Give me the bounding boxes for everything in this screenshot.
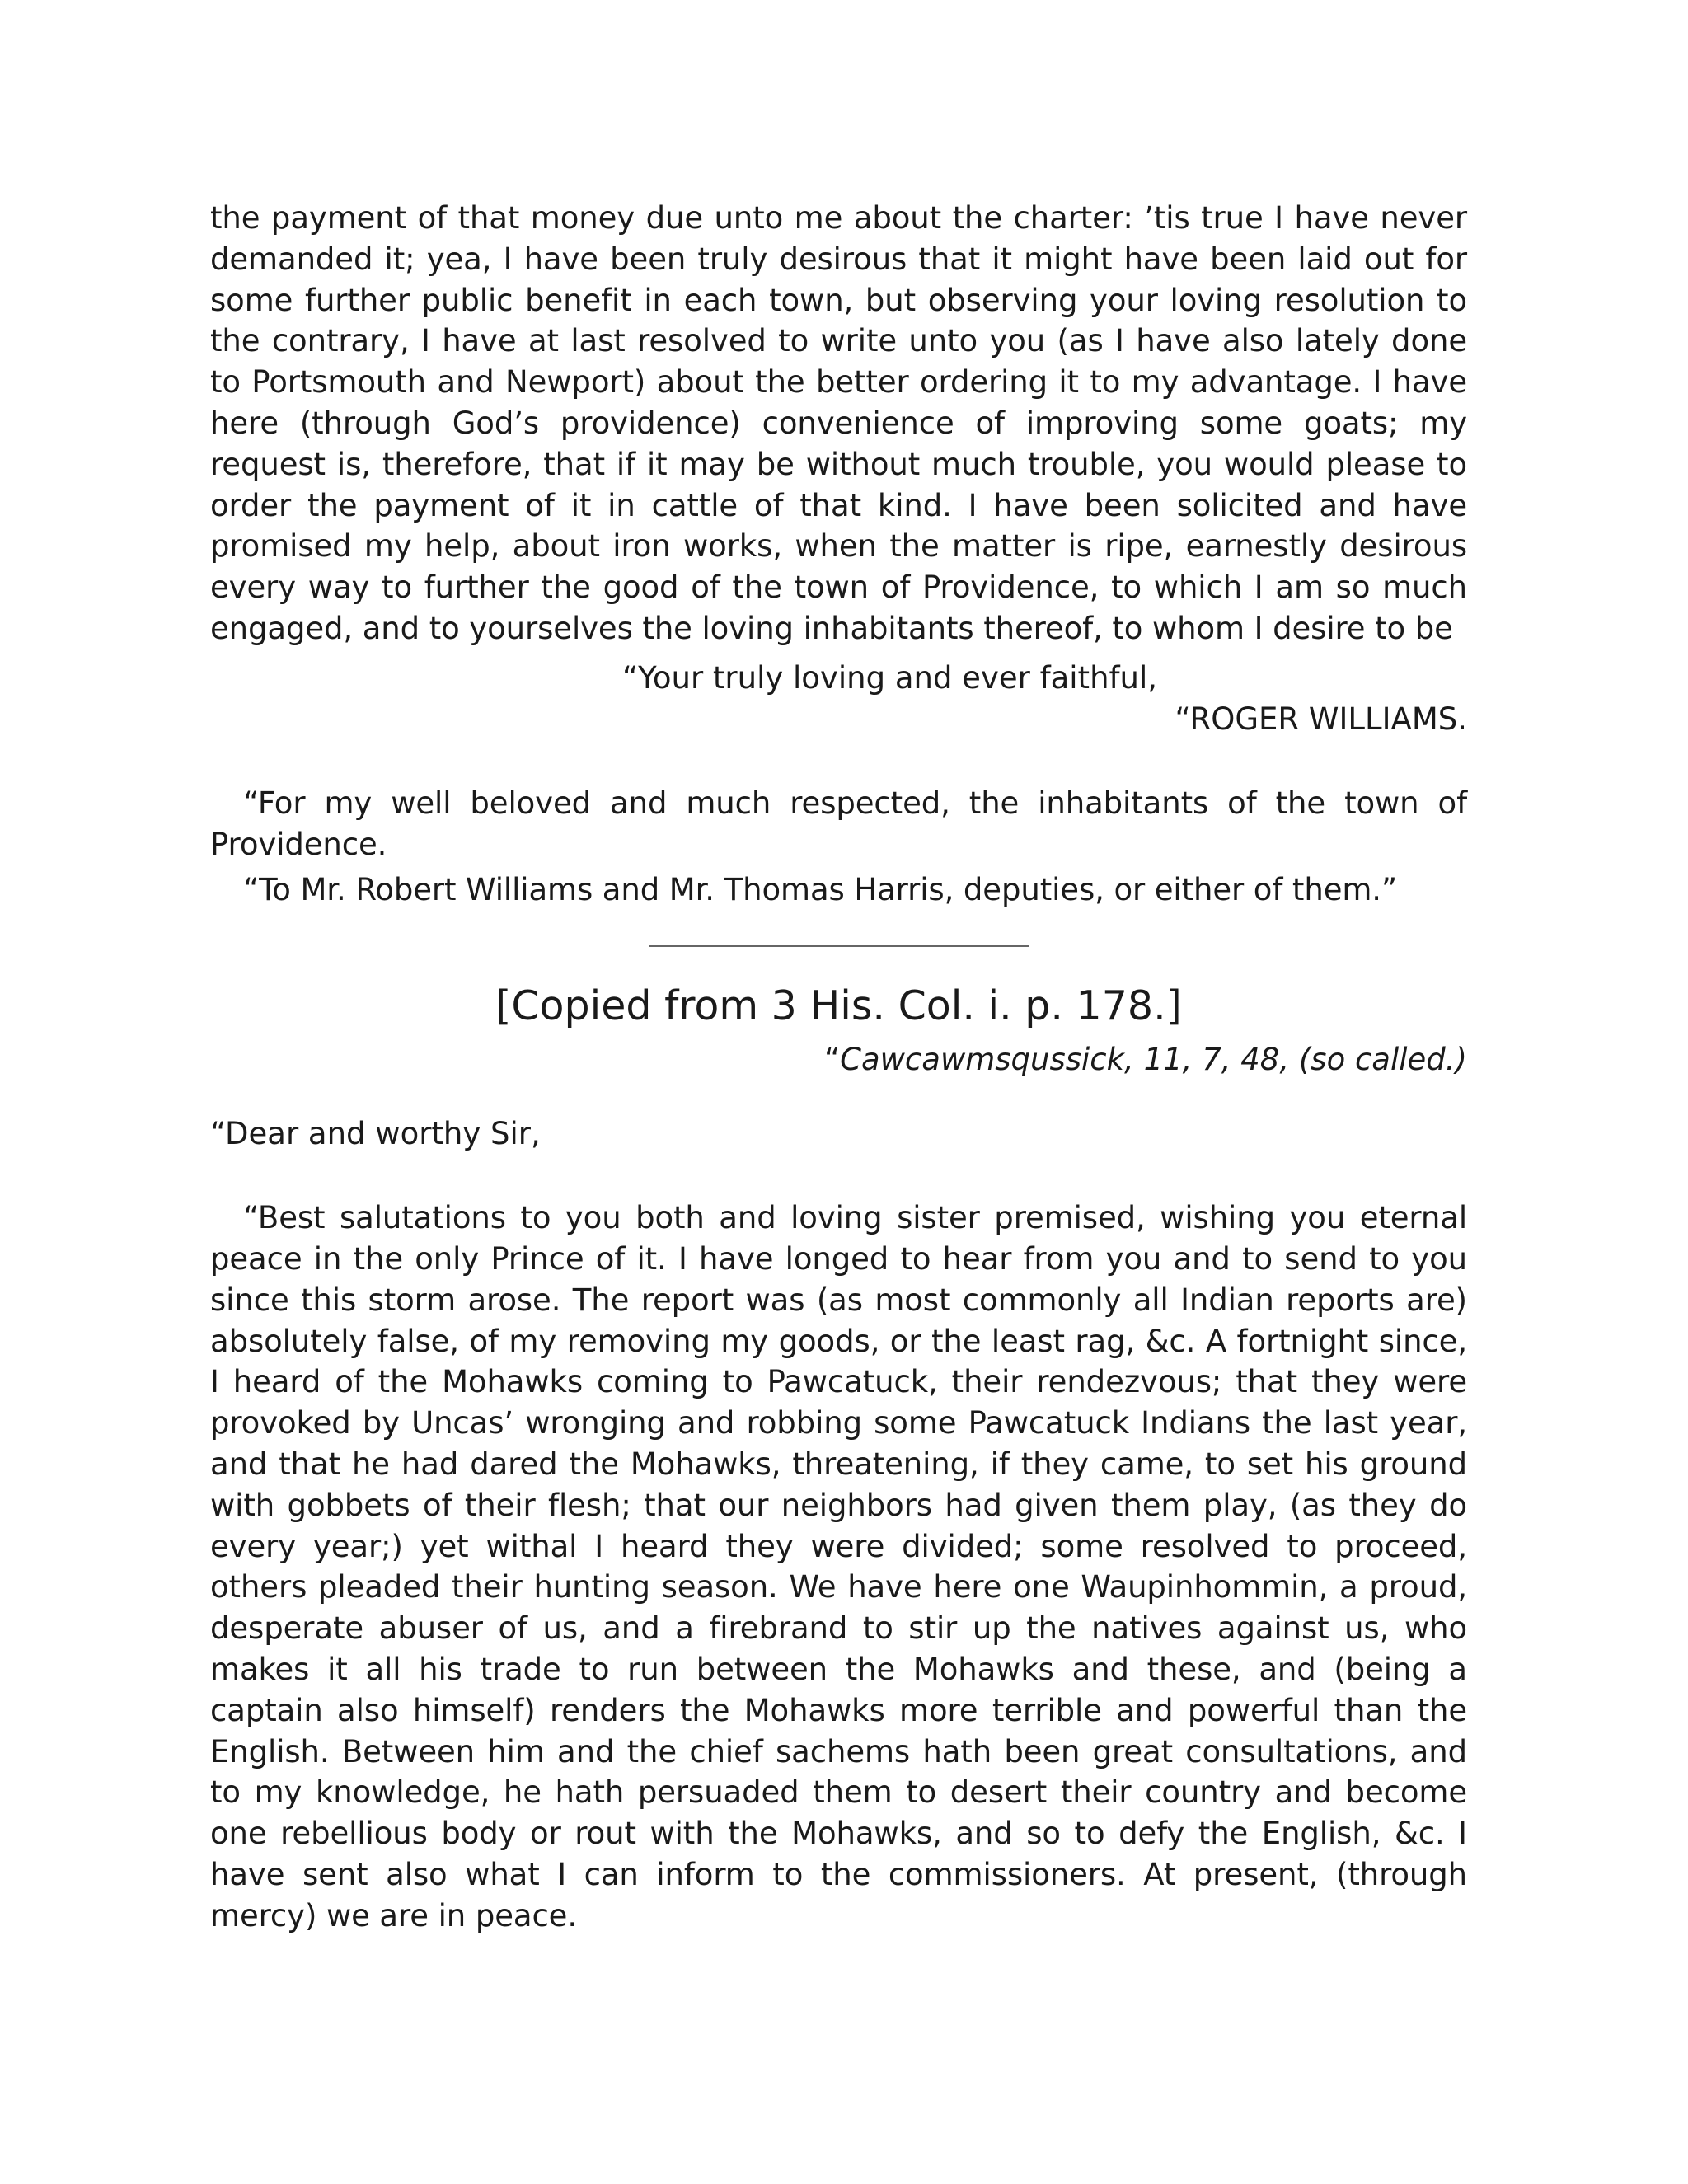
- letter2-heading: [Copied from 3 His. Col. i. p. 178.]: [495, 982, 1182, 1030]
- document-page: [210, 198, 1467, 1937]
- letter2-salutation: “Dear and worthy Sir,: [210, 1116, 541, 1152]
- letter2-dateline: [210, 1039, 1467, 1080]
- dateline-text: Cawcawmsqussick, 11, 7, 48, (so called.): [840, 1042, 1467, 1078]
- letter1-address-2: “To Mr. Robert Williams and Mr. Thomas Harris, deputies, or either of them.”: [243, 872, 1398, 908]
- letter1-signature: “ROGER WILLIAMS.: [1175, 701, 1467, 737]
- section-divider: [649, 945, 1029, 947]
- letter2-body: “Best salutations to you both and loving sister premised, wishing you eternal peace in the only Prince of it. I have longed to hear from you and to send to you since this storm arose. The report was (as most commonly all Indian reports are) absolutely false, of my removing my goods, or the least rag, &c. A fortnight since, I heard of the Mohawks coming to Pawcatuck, their rendezvous; that they were provoked by Uncas’ wronging and robbing some Pawcatuck Indians the last year, and that he had dared the Mohawks, threatening, if they came, to set his ground with gobbets of their flesh; that our neighbors had given them play, (as they do every year;) yet withal I heard they were divided; some resolved to proceed, others pleaded their hunting season. We have here one Waupinhommin, a proud, desperate abuser of us, and a firebrand to stir up the natives against us, who makes it all his trade to run between the Mohawks and these, and (being a captain also himself) renders the Mohawks more terrible and powerful than the English. Between him and the chief sachems hath been great consultations, and to my knowledge, he hath persuaded them to desert their country and become one rebellious body or rout with the Mohawks, and so to defy the English, &c. I have sent also what I can inform to the commissioners. At present, (through mercy) we are in peace.: [210, 1200, 1467, 1933]
- letter1-closing: “Your truly loving and ever faithful,: [622, 659, 1158, 696]
- dateline-quote: “: [823, 1042, 841, 1078]
- letter1-address-1: “For my well beloved and much respected, the inhabitants of the town of Providence.: [210, 785, 1467, 862]
- letter1-body: the payment of that money due unto me about the charter: ’tis true I have never demanded it; yea, I have been truly desirous that it might have been laid out for some further public benefit in each town, but observing your loving resolution to the contrary, I have at last resolved to write unto you (as I have also lately done to Portsmouth and Newport) about the better ordering it to my advantage. I have here (through God’s providence) convenience of improving some goats; my request is, therefore, that if it may be without much trouble, you would please to order the payment of it in cattle of that kind. I have been solicited and have promised my help, about iron works, when the matter is ripe, earnestly desirous every way to further the good of the town of Providence, to which I am so much engaged, and to yourselves the loving inhabitants thereof, to whom I desire to be: [210, 200, 1467, 646]
